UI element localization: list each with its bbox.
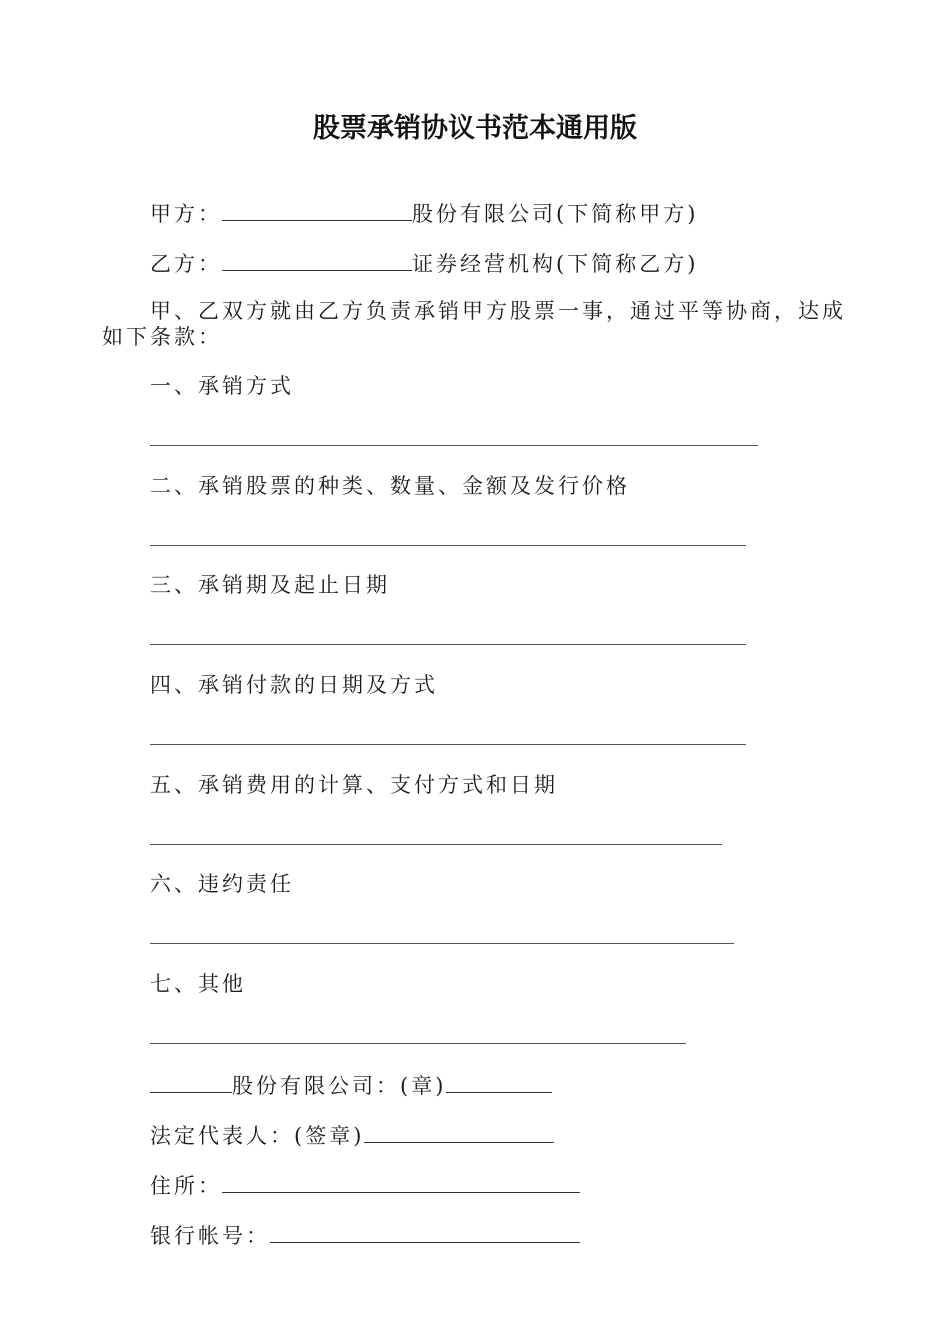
address-blank[interactable] bbox=[222, 1170, 580, 1193]
signature-company-line bbox=[150, 1070, 552, 1100]
party-a-blank[interactable] bbox=[222, 198, 412, 221]
party-a-label: 甲方： bbox=[150, 202, 222, 226]
company-name-blank[interactable] bbox=[150, 1070, 232, 1093]
company-label: 股份有限公司：(章) bbox=[232, 1074, 447, 1098]
bank-account-blank[interactable] bbox=[270, 1220, 580, 1243]
representative-label: 法定代表人：(签章) bbox=[150, 1124, 365, 1148]
intro-paragraph: 甲、乙双方就由乙方负责承销甲方股票一事，通过平等协商，达成如下条款： bbox=[102, 299, 846, 349]
signature-bank-line bbox=[150, 1220, 580, 1250]
section-3-fill-line[interactable] bbox=[150, 644, 746, 645]
section-heading: 四、承销付款的日期及方式 bbox=[150, 673, 438, 697]
section-heading: 五、承销费用的计算、支付方式和日期 bbox=[150, 773, 558, 797]
section-heading: 三、承销期及起止日期 bbox=[150, 573, 390, 597]
section-6-fill-line[interactable] bbox=[150, 943, 734, 944]
party-b-label: 乙方： bbox=[150, 252, 222, 276]
section-4-fill-line[interactable] bbox=[150, 744, 746, 745]
party-b-suffix: 证券经营机构(下简称乙方) bbox=[412, 252, 699, 276]
section-heading: 二、承销股票的种类、数量、金额及发行价格 bbox=[150, 474, 630, 498]
company-seal-blank[interactable] bbox=[446, 1070, 552, 1093]
section-1-fill-line[interactable] bbox=[150, 445, 758, 446]
signature-representative-line bbox=[150, 1120, 554, 1150]
signature-address-line bbox=[150, 1170, 580, 1200]
party-a-line bbox=[150, 198, 698, 228]
section-7-fill-line[interactable] bbox=[150, 1043, 686, 1044]
section-5-fill-line[interactable] bbox=[150, 844, 722, 845]
section-heading: 六、违约责任 bbox=[150, 872, 294, 896]
party-b-blank[interactable] bbox=[222, 248, 412, 271]
address-label: 住所： bbox=[150, 1174, 222, 1198]
party-b-line bbox=[150, 248, 698, 278]
section-2-fill-line[interactable] bbox=[150, 545, 746, 546]
section-heading: 一、承销方式 bbox=[150, 374, 294, 398]
section-heading: 七、其他 bbox=[150, 972, 246, 996]
document-title: 股票承销协议书范本通用版 bbox=[313, 113, 637, 144]
party-a-suffix: 股份有限公司(下简称甲方) bbox=[412, 202, 699, 226]
bank-account-label: 银行帐号： bbox=[150, 1224, 270, 1248]
representative-blank[interactable] bbox=[364, 1120, 554, 1143]
